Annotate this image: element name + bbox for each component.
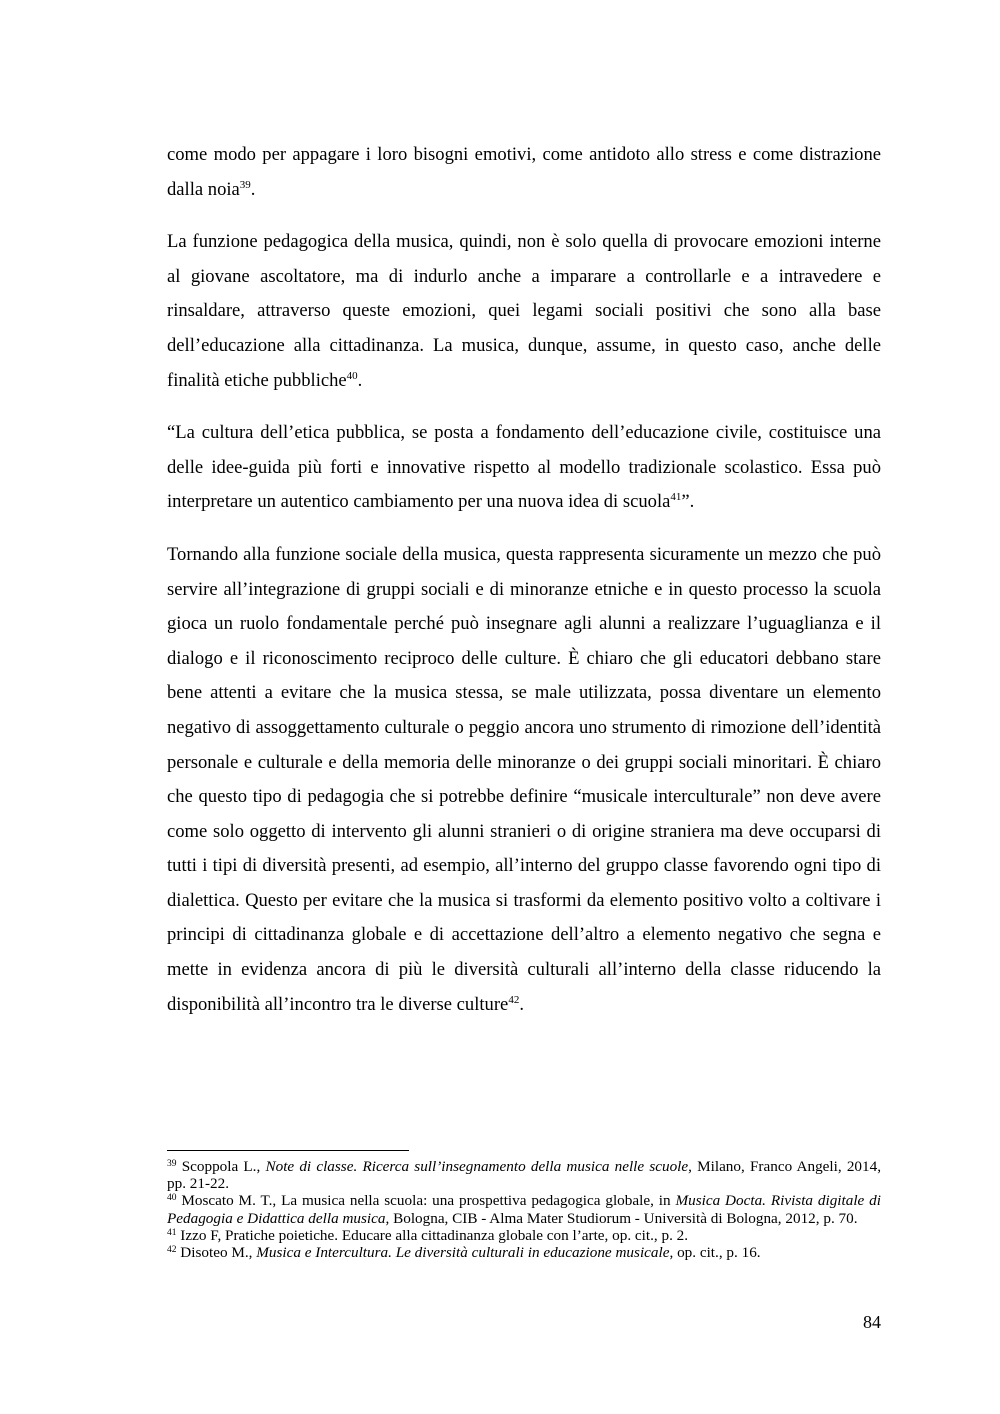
- paragraph: Tornando alla funzione sociale della musica, questa rappresenta sicuramente un mezzo che può servire all’integrazione di gruppi sociali e di minoranze etniche e in questo processo la scuola gioca un ruolo fondamentale perché può insegnare agli alunni a realizzare l’uguaglianza e il dialogo e il riconoscimento reciproco delle culture. È chiaro che gli educatori debbano stare bene attenti a evitare che la musica stessa, se male utilizzata, possa diventare un elemento negativo di assoggettamento culturale o peggio ancora uno strumento di rimozione dell’identità personale e culturale e della memoria delle minoranze o dei gruppi sociali minoritari. È chiaro che questo tipo di pedagogia che si potrebbe definire “musicale interculturale” non deve avere come solo oggetto di intervento gli alunni stranieri o di origine straniera ma deve occuparsi di tutti i tipi di diversità presenti, ad esempio, all’interno del gruppo classe favorendo ogni tipo di dialettica. Questo per evitare che la musica si trasformi da elemento positivo volto a coltivare i principi di cittadinanza globale e di accettazione dell’altro a elemento negativo che segna e mette in evidenza ancora di più le diversità culturali all’interno della classe riducendo la disponibilità all’incontro tra le diverse culture$^{42}$.: [167, 543, 881, 1015]
- footnote-ref[interactable]: 42: [508, 993, 520, 1006]
- footnote: $^{39}$ Scoppola L., Note di classe. Ricerca sull’insegnamento della musica nelle scuole, Milano, Franco Angeli, 2014, pp. 21-22.: [167, 1158, 882, 1193]
- quote-paragraph: “La cultura dell’etica pubblica, se posta a fondamento dell’educazione civile, costituisce una delle idee-guida più forti e innovative rispetto al modello tradizionale scolastico. Essa può interpretare un autentico cambiamento per una nuova idea di scuola$^{41}$”.: [167, 422, 881, 513]
- footnote-ref[interactable]: 40: [346, 369, 358, 382]
- footnote-title: Musica e Intercultura. Le diversità culturali in educazione musicale: [256, 1244, 670, 1262]
- footnote-title: Note di classe. Ricerca sull’insegnamento della musica nelle scuole: [265, 1158, 689, 1175]
- footnote: $^{42}$ Disoteo M., Musica e Intercultura. Le diversità culturali in educazione musicale, op. cit., p. 16.: [167, 1244, 761, 1262]
- footnote-number: 40: [167, 1193, 177, 1204]
- footnote: $^{40}$ Moscato M. T., La musica nella scuola: una prospettiva pedagogica globale, in Musica Docta. Rivista digitale di Pedagogia e Didattica della musica, Bologna, CIB - Alma Mater Studiorum - Università di Bologna, 2012, p. 70.: [167, 1192, 881, 1227]
- footnote: $^{41}$ Izzo F, Pratiche poietiche. Educare alla cittadinanza globale con l’arte, op. cit., p. 2.: [167, 1226, 689, 1244]
- footnote-title: Musica Docta. Rivista digitale di Pedagogia e Didattica della musica: [167, 1192, 881, 1227]
- paragraph: come modo per appagare i loro bisogni emotivi, come antidoto allo stress e come distrazione dalla noia$^{39}$.: [167, 144, 881, 200]
- body-text: [167, 138, 881, 1040]
- footnote-number: 42: [167, 1245, 177, 1256]
- footnotes: [167, 1158, 881, 1261]
- paragraph: La funzione pedagogica della musica, quindi, non è solo quella di provocare emozioni interne al giovane ascoltatore, ma di indurlo anche a imparare a controllarle e a intravedere e rinsaldare, attraverso queste emozioni, quei legami sociali positivi che sono alla base dell’educazione alla cittadinanza. La musica, dunque, assume, in questo caso, anche delle finalità etiche pubbliche$^{40}$.: [167, 231, 881, 391]
- footnote-separator: [167, 1150, 409, 1151]
- footnote-number: 39: [167, 1159, 177, 1169]
- footnote-ref[interactable]: 41: [670, 491, 682, 504]
- footnote-ref[interactable]: 39: [239, 178, 251, 191]
- footnote-number: 41: [167, 1227, 177, 1238]
- page-number: 84: [863, 1312, 881, 1332]
